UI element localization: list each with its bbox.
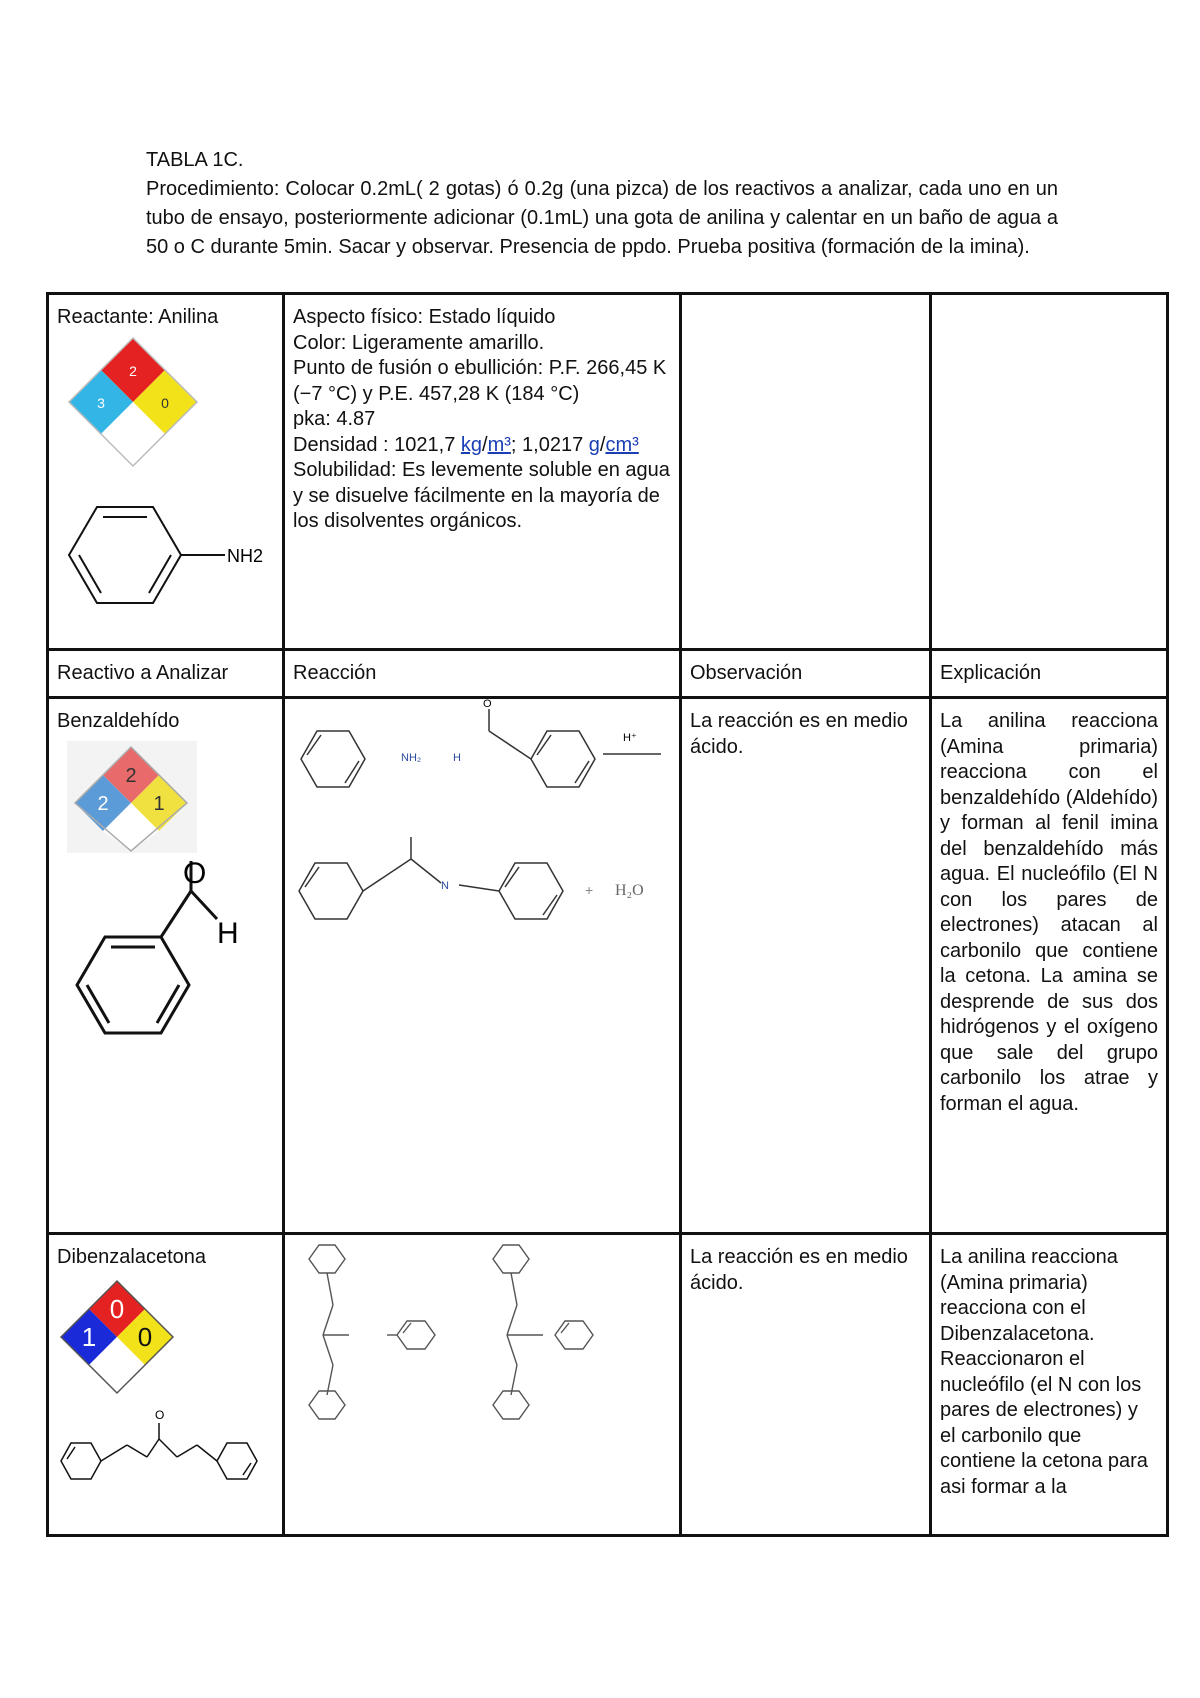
- aniline-structure: [57, 495, 267, 615]
- procedure-text: Procedimiento: Colocar 0.2mL( 2 gotas) ó 0.2g (una pizca) de los reactivos a analizar, cada uno en un tubo de ensayo, posteriormente adicionar (0.1mL) una gota de anilina y calentar en un baño de agua a 50 o C durante 5min. Sacar y observar. Presencia de ppdo. Prueba positiva (formación de la imina).: [146, 178, 1058, 258]
- density-unit-kg-link[interactable]: kg: [460, 433, 483, 456]
- observation-cell: La reacción es en medio ácido.: [681, 1234, 931, 1536]
- density-unit-g-link[interactable]: g: [588, 433, 600, 456]
- nfpa-health: 3: [97, 394, 105, 411]
- reactant-label: Reactante: Anilina: [57, 306, 219, 328]
- explanation-cell: La anilina reacciona (Amina primaria) reacciona con el benzaldehído (Aldehído) y forman al fenil imina del benzaldehído más agua. El nucleófilo (El N con los pares de electrones) atacan al carbonilo que contiene la cetona. La amina se desprende de sus dos hidrógenos y el oxígeno que sale del grupo carbonilo los atrae y forman el agua.: [931, 698, 1168, 1234]
- reactant-row: [48, 294, 1168, 650]
- benzaldehyde-structure: [57, 856, 257, 1051]
- nfpa-reactivity: 1: [153, 792, 165, 815]
- nfpa-diamond-dibenzalacetone: [57, 1277, 177, 1397]
- header-reaccion: Reacción: [284, 650, 681, 698]
- nfpa-reactivity: 0: [137, 1321, 153, 1352]
- prop-aspect: Aspecto físico: Estado líquido: [293, 306, 556, 328]
- density-unit-m3-link[interactable]: m³: [487, 433, 511, 456]
- nfpa-diamond-benzaldehyde: [67, 741, 197, 853]
- reaction-table: [46, 292, 1169, 1537]
- prop-density: Densidad : 1021,7 kg/m³; 1,0217 g/cm³: [293, 433, 639, 456]
- carbonyl-o-label: O: [183, 856, 207, 890]
- nfpa-health: 2: [97, 792, 109, 815]
- dibenzalacetone-reaction-scheme: [293, 1245, 671, 1435]
- nfpa-flammability: 2: [129, 362, 137, 379]
- amino-group-label: NH2: [227, 545, 264, 566]
- aldehyde-h-label: H: [217, 916, 239, 950]
- reagent-cell: [48, 1234, 284, 1536]
- reagent-name: Dibenzalacetona: [57, 1246, 206, 1268]
- table-row: [48, 1234, 1168, 1536]
- nfpa-flammability: 2: [125, 764, 137, 787]
- h-label: H: [453, 752, 461, 764]
- prop-pka: pka: 4.87: [293, 408, 376, 430]
- header-observacion: Observación: [681, 650, 931, 698]
- dibenzalacetone-structure: [57, 1405, 267, 1485]
- prop-solubility: Solubilidad: Es levemente soluble en agua y se disuelve fácilmente en la mayoría de los disolventes orgánicos.: [293, 459, 670, 532]
- acid-catalyst-label: H⁺: [623, 732, 637, 744]
- reactant-cell: [48, 294, 284, 650]
- reactant-o-label: O: [483, 698, 492, 710]
- density-unit-cm3-link[interactable]: cm³: [605, 433, 639, 456]
- plus-sign: +: [585, 882, 594, 898]
- reagent-name: Benzaldehído: [57, 710, 180, 732]
- intro: [146, 146, 1058, 262]
- nh2-label: NH₂: [401, 752, 422, 764]
- nfpa-diamond-anilina: [63, 333, 203, 473]
- nfpa-reactivity: 0: [161, 394, 169, 411]
- empty-cell-explanation: [931, 294, 1168, 650]
- empty-cell-observation: [681, 294, 931, 650]
- benzaldehyde-reaction-scheme: [293, 698, 671, 939]
- water-label: H₂O: [615, 882, 644, 899]
- header-row: [48, 650, 1168, 698]
- explanation-cell: La anilina reacciona (Amina primaria) reacciona con el Dibenzalacetona. Reaccionaron el nucleófilo (el N con los pares de electrones) y el carbonilo que contiene la cetona para asi formar a la: [931, 1234, 1168, 1536]
- table-row: [48, 698, 1168, 1234]
- imine-n-label: N: [441, 880, 449, 892]
- nfpa-health: 1: [81, 1321, 97, 1352]
- header-explicacion: Explicación: [931, 650, 1168, 698]
- prop-color: Color: Ligeramente amarillo.: [293, 331, 545, 354]
- prop-melting-boiling: Punto de fusión o ebullición: P.F. 266,45 K (−7 °C) y P.E. 457,28 K (184 °C): [293, 357, 667, 405]
- observation-cell: La reacción es en medio ácido.: [681, 698, 931, 1234]
- reactant-properties-cell: [284, 294, 681, 650]
- nfpa-flammability: 0: [109, 1293, 125, 1324]
- header-reactivo: Reactivo a Analizar: [48, 650, 284, 698]
- reaction-cell: [284, 698, 681, 1234]
- reaction-cell: [284, 1234, 681, 1536]
- reagent-cell: [48, 698, 284, 1234]
- ketone-o-label: O: [155, 1407, 165, 1422]
- table-title: TABLA 1C.: [146, 149, 244, 171]
